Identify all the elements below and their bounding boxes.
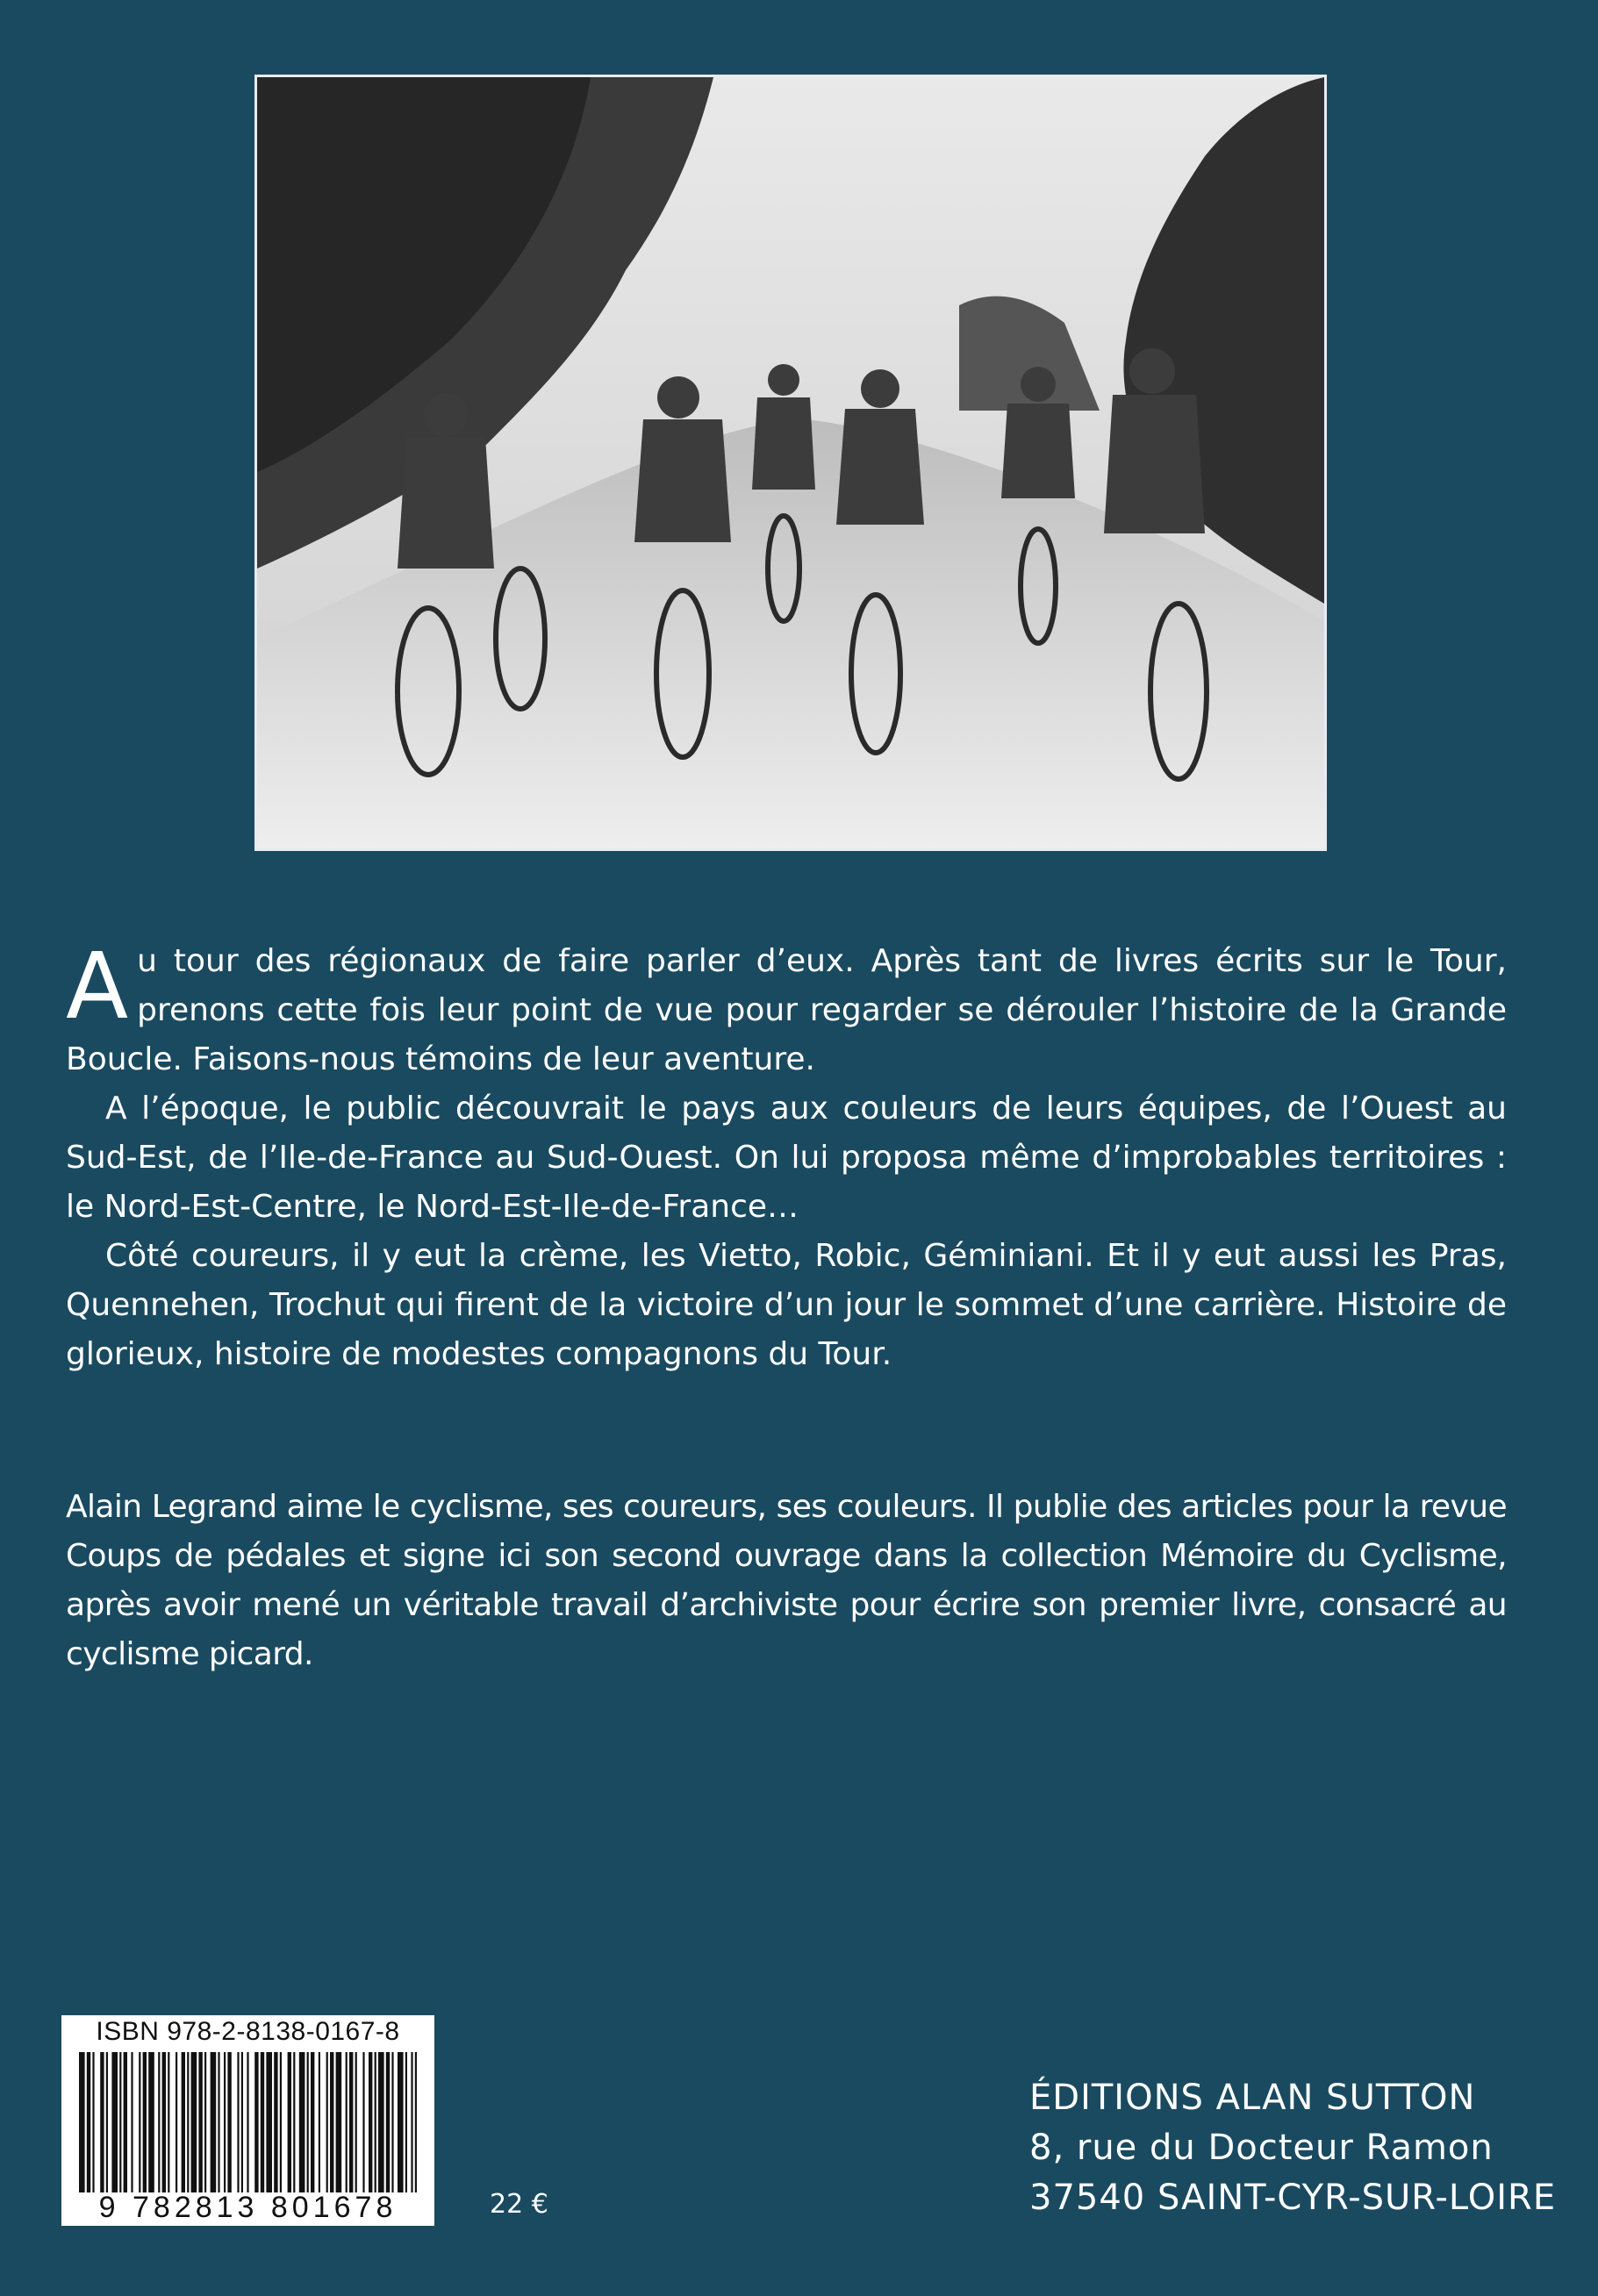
author-bio-text: Alain Legrand aime le cyclisme, ses coureurs, ses couleurs. Il publie des articles pour la revue Coups de pédales et signe ici son second ouvrage dans la collection Mémoire du Cyclisme, après avoir mené un véritable travail d’archiviste pour écrire son premier livre, consacré au cyclisme picard. <box>66 1489 1507 1672</box>
cover-photo <box>254 75 1327 851</box>
barcode-digits: 9 782813 801678 <box>98 2191 398 2224</box>
publisher-address <box>1029 2073 1556 2223</box>
blurb-paragraph-1 <box>66 933 1507 1084</box>
price: 22 € <box>490 2189 548 2220</box>
publisher-city: 37540 SAINT-CYR-SUR-LOIRE <box>1029 2178 1557 2218</box>
author-bio <box>66 1483 1507 1679</box>
blurb-paragraph-1-text: u tour des régionaux de faire parler d’eux. Après tant de livres écrits sur le Tour, prenons cette fois leur point de vue pour regarder se dérouler l’histoire de la Grande Boucle. Faisons-nous témoins de leur aventure. <box>66 943 1507 1077</box>
barcode <box>61 2015 434 2226</box>
publisher-name: ÉDITIONS ALAN SUTTON <box>1029 2078 1476 2118</box>
drop-cap: A <box>66 933 129 1040</box>
blurb-paragraph-3: Côté coureurs, il y eut la crème, les Vietto, Robic, Géminiani. Et il y eut aussi les Pras, Quennehen, Trochut qui firent de la victoire d’un jour le sommet d’une carrière. Histoire de glorieux, histoire de modestes compagnons du Tour. <box>66 1238 1507 1372</box>
cyclists-photo-icon <box>257 77 1324 848</box>
blurb <box>66 933 1507 1379</box>
barcode-bars-icon <box>79 2052 417 2192</box>
blurb-paragraph-2: A l’époque, le public découvrait le pays aux couleurs de leurs équipes, de l’Ouest au Sud-Est, de l’Ile-de-France au Sud-Ouest. On lui proposa même d’improbables territoires : le Nord-Est-Centre, le Nord-Est-Ile-de-France… <box>66 1091 1507 1225</box>
publisher-street: 8, rue du Docteur Ramon <box>1029 2128 1494 2168</box>
isbn-label: ISBN 978-2-8138-0167-8 <box>96 2017 400 2046</box>
